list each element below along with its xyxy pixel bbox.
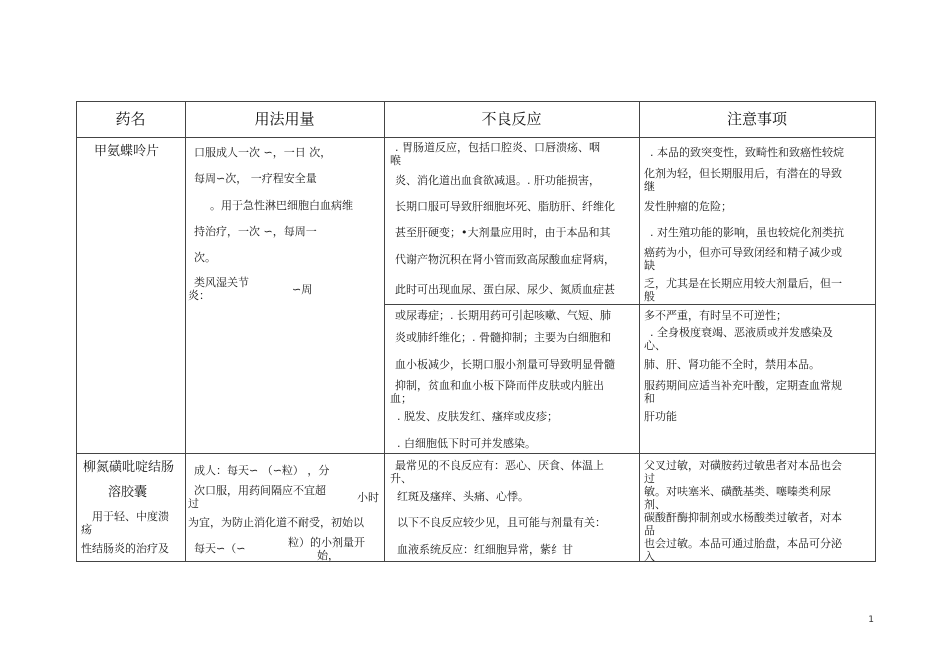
table-border-left [76, 101, 77, 562]
header-notes: 注意事项 [726, 110, 787, 128]
notes-line: 也会过敏。本品可通过胎盘，本品可分泌 [644, 537, 842, 550]
drug-indication-line: 疡 [81, 523, 92, 536]
adverse-line: 代谢产物沉积在肾小管而致高尿酸血症肾病， [395, 253, 615, 266]
col-divider-1 [185, 101, 186, 562]
notes-line: 肝功能 [644, 410, 677, 423]
notes-line: 化剂为轻，但长期服用后，有潜在的导致 [644, 167, 842, 180]
notes-line: 继 [644, 180, 655, 193]
notes-line: 心、 [644, 339, 666, 352]
table-border-right [875, 101, 876, 562]
header-divider [76, 137, 876, 138]
adverse-line: 喉 [390, 154, 401, 167]
notes-line: 缺 [644, 259, 655, 272]
adverse-line: 以下不良反应较少见，且可能与剂量有关： [397, 516, 606, 529]
usage-line: 口服成人一次 ∽，一日 次， [194, 146, 332, 159]
notes-line: 服药期间应适当补充叶酸，定期查血常规 [644, 379, 842, 392]
usage-line: 炎： [188, 289, 210, 302]
row-divider [76, 453, 876, 454]
adverse-line: 血； [390, 392, 412, 405]
notes-line: 碳酸酐酶抑制剂或水杨酸类过敏者，对本 [644, 511, 842, 524]
notes-line: 品 [644, 524, 655, 537]
page-number: 1 [868, 615, 874, 625]
drug-indication-line: 用于轻、中度溃 [92, 510, 169, 523]
usage-line: 粒）的小剂量开 [288, 536, 365, 549]
usage-line: 小时 [357, 491, 379, 504]
drug-name-sulfasalazine-cont: 溶胶囊 [108, 485, 148, 500]
notes-line: 过 [644, 472, 655, 485]
notes-line: . 全身极度衰竭、恶液质或并发感染及 [650, 326, 833, 339]
col-divider-3 [639, 101, 640, 562]
adverse-line: . 胃肠道反应，包括口腔炎、口唇溃疡、咽 [395, 141, 600, 154]
adverse-line: . 白细胞低下时可并发感染。 [397, 437, 536, 450]
notes-line: 癌药为小，但亦可导致闭经和精子减少或 [644, 246, 842, 259]
adverse-line: 抑制，贫血和血小板下降而伴皮肤或内脏出 [395, 379, 604, 392]
adverse-line: . 脱发、皮肤发红、瘙痒或皮疹； [397, 410, 558, 423]
usage-line: 始， [317, 549, 339, 562]
notes-line: 发性肿瘤的危险； [644, 200, 732, 213]
notes-line: . 本品的致突变性，致畸性和致癌性较烷 [650, 146, 844, 159]
notes-line: 乏，尤其是在长期应用较大剂量后，但一 [644, 277, 842, 290]
notes-line: 肺、肝、肾功能不全时，禁用本品。 [644, 358, 820, 371]
notes-line: 和 [644, 392, 655, 405]
drug-indication-line: 性结肠炎的治疗及 [81, 542, 169, 555]
usage-line: 次。 [194, 251, 216, 264]
adverse-line: 最常见的不良反应有：恶心、厌食、体温上 [395, 459, 604, 472]
usage-line: 持治疗，一次 ∽，每周一 [194, 225, 317, 238]
usage-line: 类风湿关节 [194, 276, 249, 289]
adverse-line: 红斑及瘙痒、头痛、心悸。 [397, 490, 529, 503]
col-divider-2 [384, 101, 385, 562]
adverse-line: 甚至肝硬变；•大剂量应用时，由于本品和其 [395, 226, 611, 239]
adverse-line: 炎、消化道出血食欲减退。. 肝功能损害， [395, 174, 600, 187]
adverse-line: 或尿毒症；. 长期用药可引起咳嗽、气短、肺 [395, 309, 611, 322]
header-adverse: 不良反应 [481, 110, 542, 128]
adverse-line: 长期口服可导致肝细胞坏死、脂肪肝、纤维化 [395, 200, 615, 213]
header-drug-name: 药名 [115, 110, 146, 128]
adverse-line: 升、 [390, 472, 412, 485]
adverse-line: 炎或肺纤维化；. 骨髓抑制；主要为白细胞和 [395, 331, 611, 344]
usage-line: 每天∽（∽ [194, 542, 246, 555]
notes-line: 敏。对呋塞米、磺酰基类、噻嗪类利尿 [644, 485, 831, 498]
usage-line: 次口服，用药间隔应不宜超 [194, 484, 326, 497]
adverse-line: 血小板减少，长期口服小剂量可导致明显骨髓 [395, 358, 615, 371]
usage-line: 成人：每天∽ （∽粒） ，分 [194, 464, 330, 477]
notes-line: 般 [644, 290, 655, 303]
usage-line: 为宜，为防止消化道不耐受，初始以 [188, 516, 364, 529]
adverse-line: 血液系统反应：红细胞异常，紫纟甘 [397, 543, 573, 556]
drug-name-methotrexate: 甲氨蝶呤片 [94, 144, 160, 159]
usage-line: ∽周 [292, 283, 313, 296]
usage-line: 每周∽次， 一疗程安全量 [194, 172, 317, 185]
table-border-bottom [76, 561, 876, 562]
usage-line: 。用于急性淋巴细胞白血病维 [210, 199, 353, 212]
header-usage: 用法用量 [254, 110, 315, 128]
notes-line: 剂、 [644, 498, 666, 511]
adverse-line: 此时可出现血尿、蛋白尿、尿少、氮质血症甚 [395, 283, 615, 296]
notes-line: 入 [644, 550, 655, 563]
notes-line: 父叉过敏，对磺胺药过敏患者对本品也会 [644, 459, 842, 472]
notes-line: . 对生殖功能的影响，虽也较烷化剂类抗 [650, 226, 844, 239]
row-divider-partial [384, 304, 876, 305]
usage-line: 过 [188, 497, 199, 510]
notes-line: 多不严重，有时呈不可逆性； [644, 309, 787, 322]
drug-name-sulfasalazine: 柳氮磺吡啶结肠 [83, 460, 175, 475]
